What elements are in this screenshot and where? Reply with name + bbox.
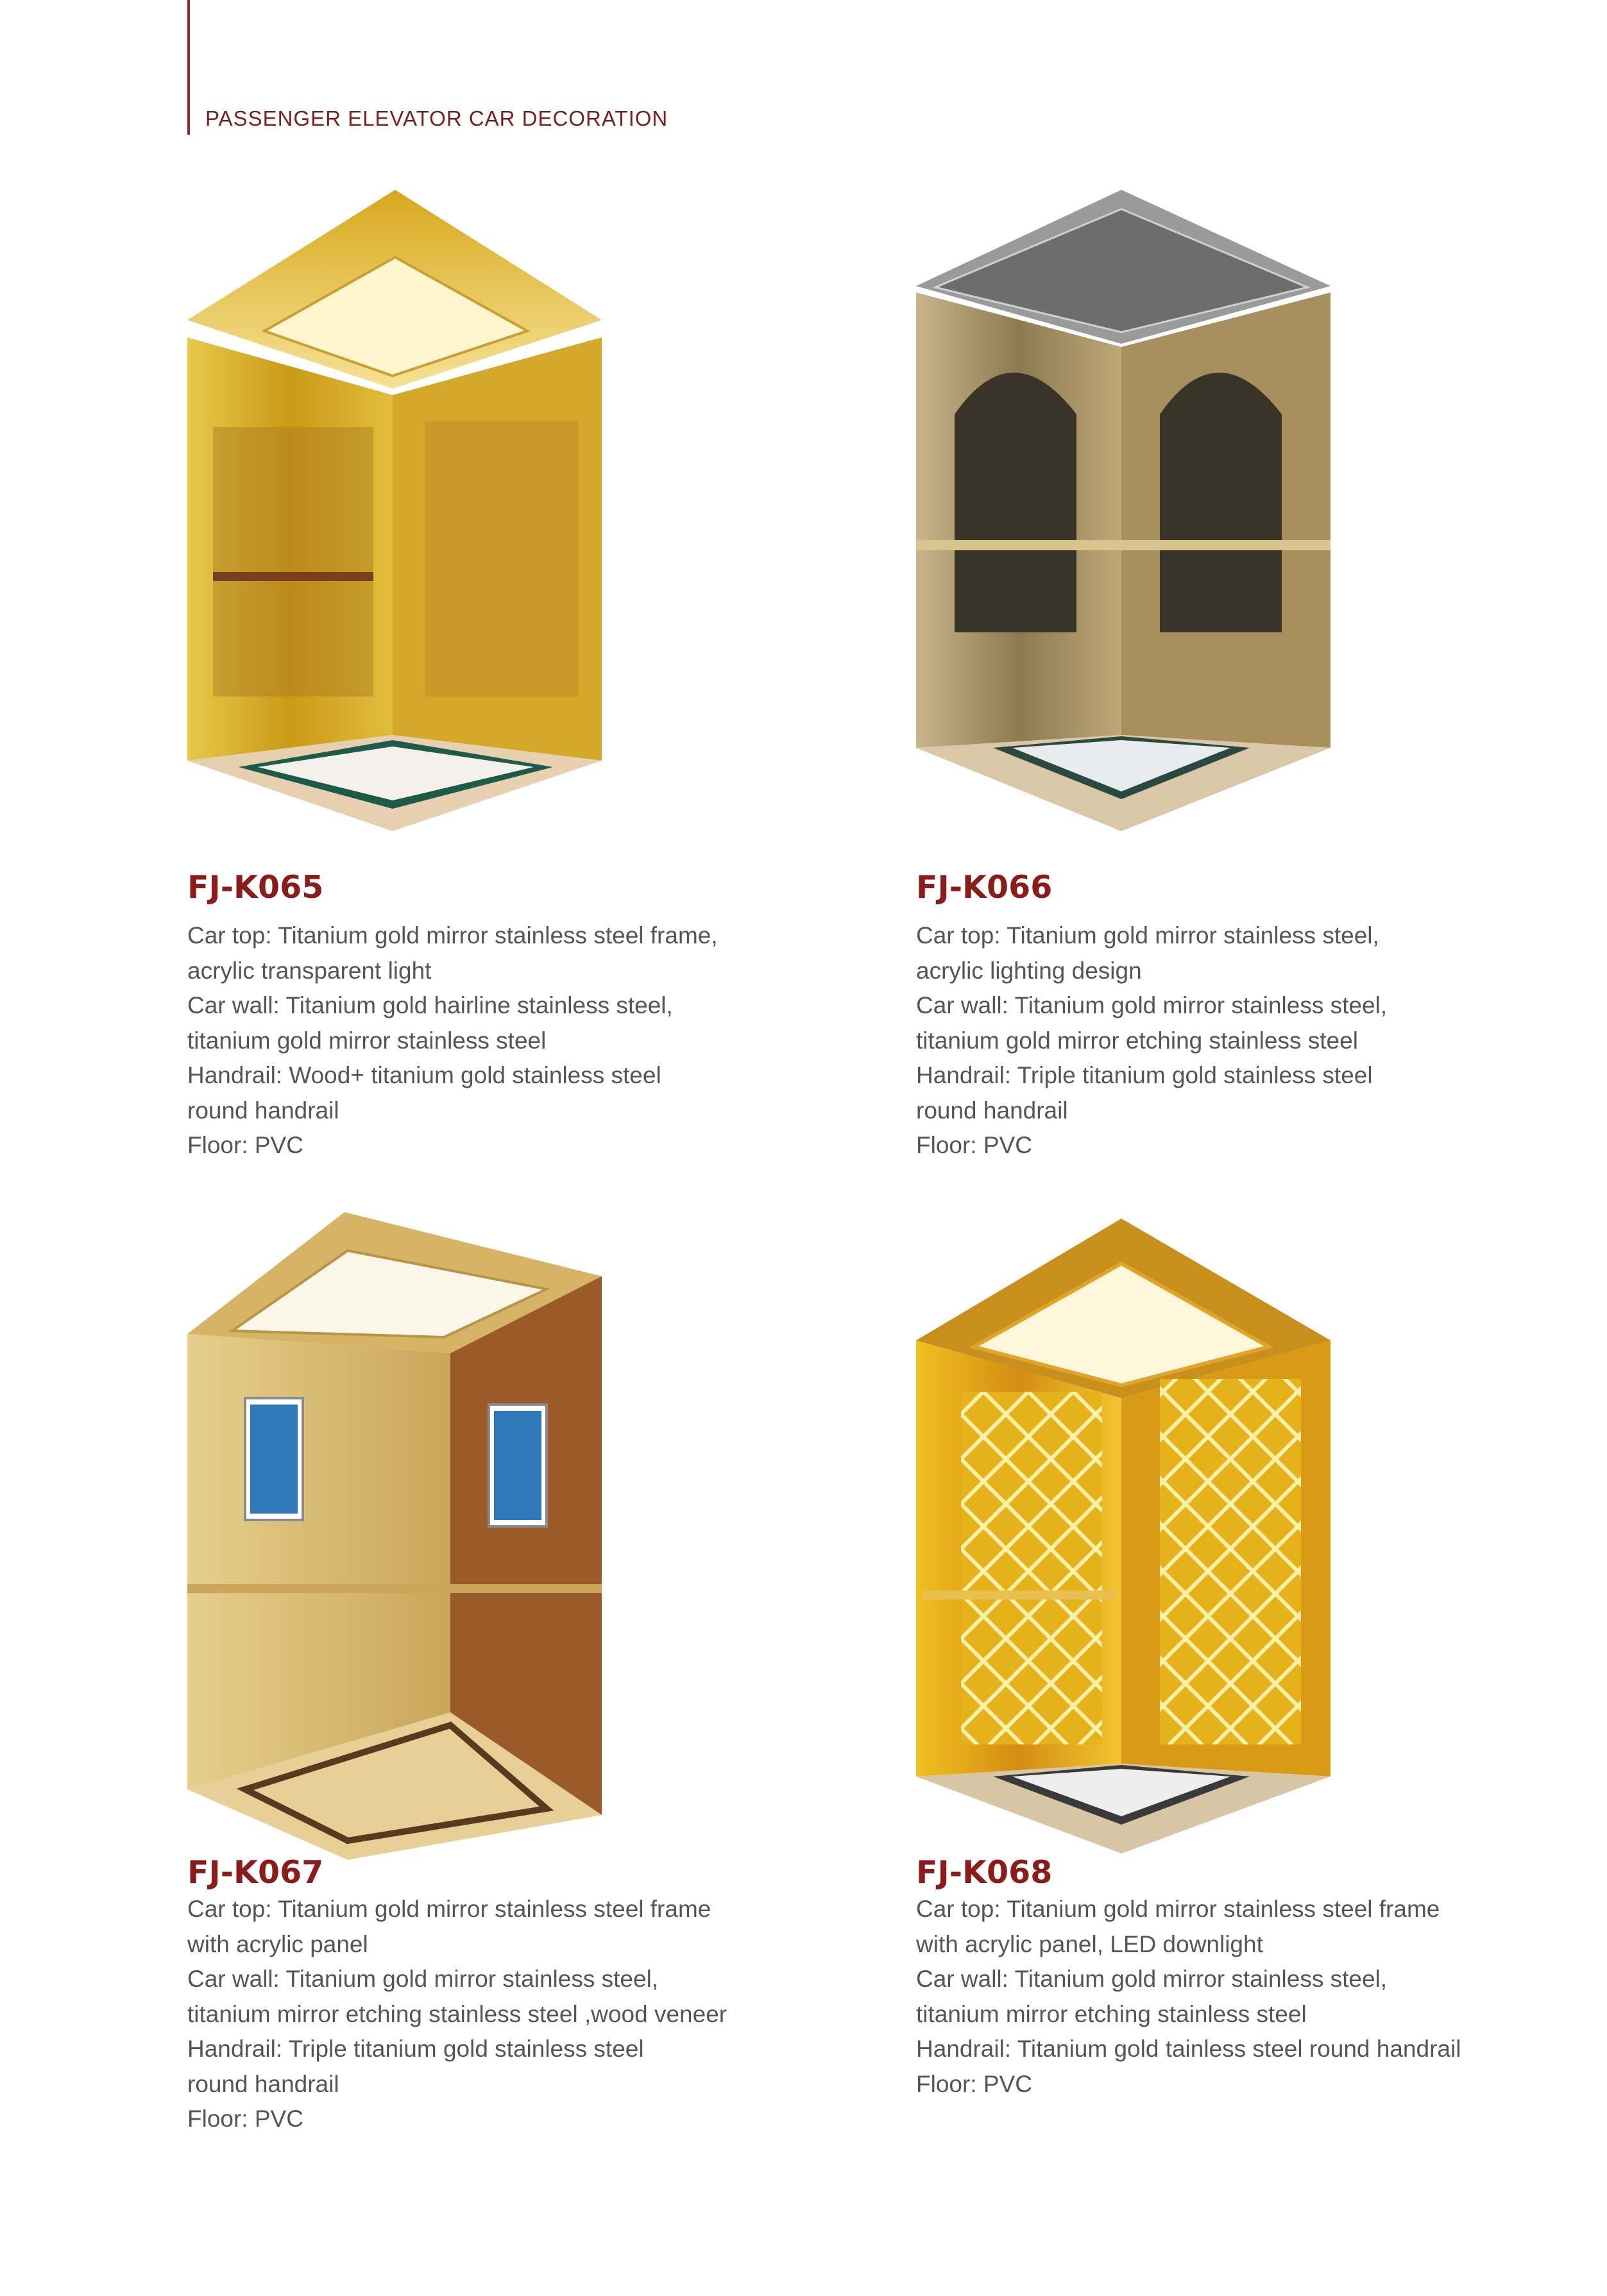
description-line: Floor: PVC: [187, 2106, 303, 2132]
description-line: Car wall: Titanium gold mirror stainless steel,: [916, 992, 1388, 1018]
product-card: [916, 183, 1607, 1163]
description-line: Car top: Titanium gold mirror stainless steel frame,: [187, 922, 718, 949]
description-line: acrylic transparent light: [187, 957, 432, 984]
header-accent-rule: [187, 0, 190, 135]
description-line: Handrail: Triple titanium gold stainless steel: [916, 1062, 1373, 1088]
description-line: Car top: Titanium gold mirror stainless steel,: [916, 922, 1379, 949]
description-line: round handrail: [187, 2070, 339, 2097]
description-line: titanium mirror etching stainless steel ,wood veneer: [187, 2000, 727, 2027]
product-code: FJ-K067: [187, 1854, 324, 1891]
product-description: [187, 918, 893, 1163]
description-line: Floor: PVC: [916, 2070, 1032, 2097]
description-line: Car top: Titanium gold mirror stainless steel frame: [187, 1896, 711, 1922]
description-line: Car wall: Titanium gold mirror stainless steel,: [916, 1966, 1388, 1992]
elevator-car-image: [187, 183, 611, 850]
product-description: [916, 1892, 1607, 2102]
product-card: [187, 183, 893, 1163]
description-line: Handrail: Wood+ titanium gold stainless steel: [187, 1062, 661, 1088]
description-line: round handrail: [187, 1097, 339, 1124]
elevator-car-image: [916, 183, 1339, 850]
elevator-car-image: [916, 1212, 1339, 1879]
description-line: Handrail: Titanium gold tainless steel round handrail: [916, 2036, 1461, 2062]
description-line: with acrylic panel: [187, 1930, 368, 1957]
product-description: [187, 1892, 893, 2137]
description-line: Car top: Titanium gold mirror stainless steel frame: [916, 1896, 1440, 1922]
page-header: PASSENGER ELEVATOR CAR DECORATION: [205, 106, 668, 130]
product-card: [916, 1212, 1607, 2102]
product-code: FJ-K066: [916, 869, 1053, 906]
product-code: FJ-K065: [187, 869, 324, 906]
elevator-car-image: [187, 1212, 611, 1879]
description-line: titanium gold mirror stainless steel: [187, 1027, 547, 1054]
description-line: round handrail: [916, 1097, 1068, 1124]
description-line: acrylic lighting design: [916, 957, 1142, 984]
description-line: with acrylic panel, LED downlight: [916, 1930, 1263, 1957]
description-line: titanium gold mirror etching stainless steel: [916, 1027, 1358, 1054]
description-line: Floor: PVC: [916, 1132, 1032, 1158]
description-line: Car wall: Titanium gold mirror stainless steel,: [187, 1966, 659, 1992]
product-card: [187, 1212, 893, 2137]
product-code: FJ-K068: [916, 1854, 1053, 1891]
product-description: [916, 918, 1607, 1163]
description-line: Car wall: Titanium gold hairline stainless steel,: [187, 992, 673, 1018]
description-line: titanium mirror etching stainless steel: [916, 2000, 1307, 2027]
description-line: Handrail: Triple titanium gold stainless steel: [187, 2036, 644, 2062]
description-line: Floor: PVC: [187, 1132, 303, 1158]
